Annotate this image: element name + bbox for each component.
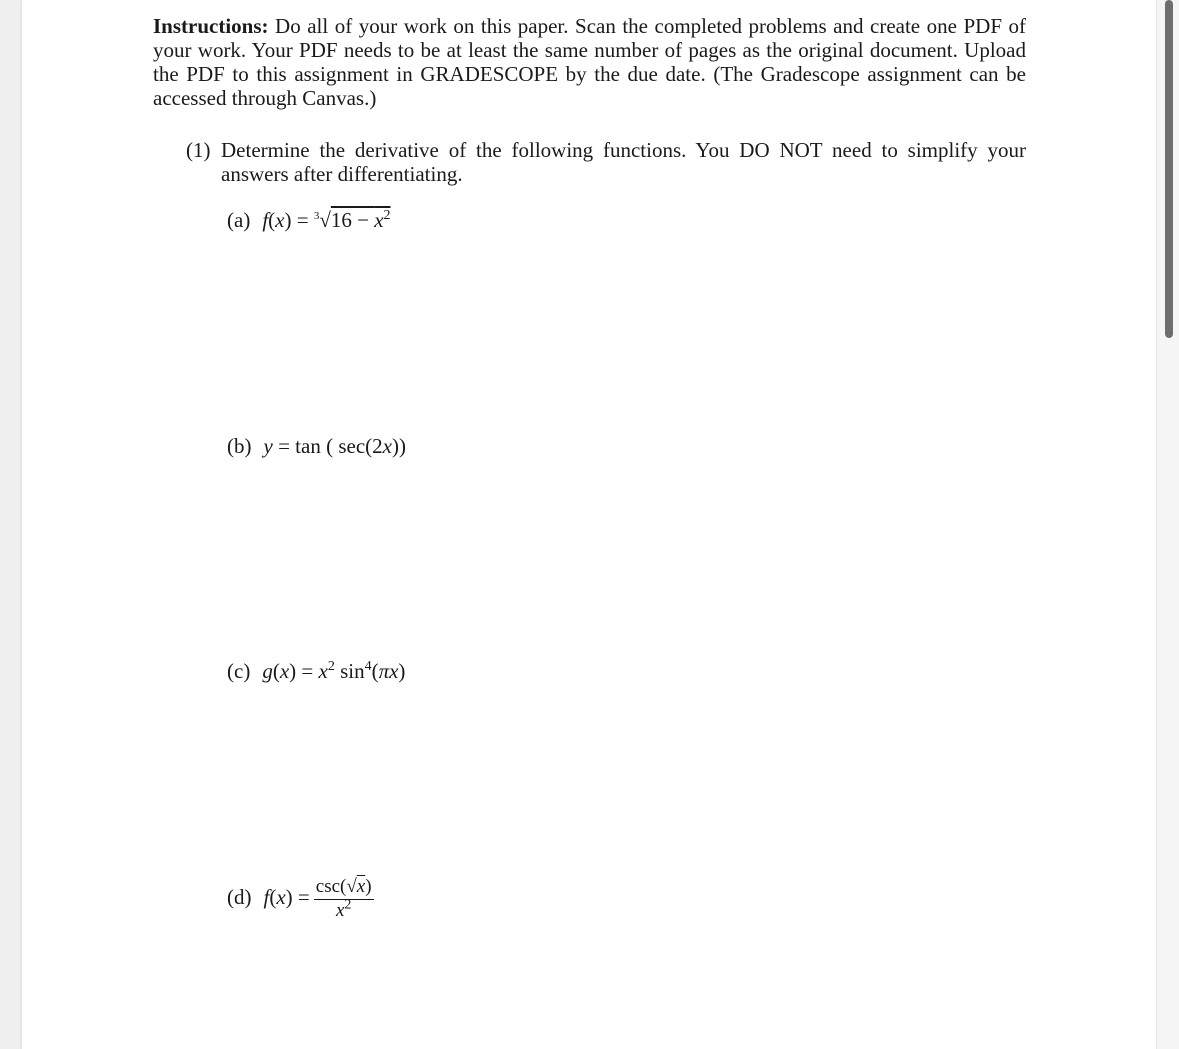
problem-text: Determine the derivative of the following functions. You DO NOT need to simplify your answers after differentiating.	[221, 138, 1026, 186]
problem-number: (1)	[186, 138, 211, 162]
scrollbar[interactable]	[1157, 0, 1179, 1049]
part-b	[227, 434, 406, 458]
part-a-label: (a)	[227, 208, 251, 232]
part-c-label: (c)	[227, 659, 251, 683]
part-d-label: (d)	[227, 884, 252, 909]
part-d	[227, 876, 374, 922]
part-c-expression: $g(x) = x^2$ $\sin^4(\pi x)$	[262, 659, 406, 683]
part-a	[227, 208, 391, 232]
part-d-expression: f(x) = $\frac{\csc(√x)}{x^2}$	[263, 876, 372, 921]
scrollbar-thumb[interactable]	[1165, 0, 1173, 338]
part-b-expression: y = tan ( sec(2x))	[263, 434, 406, 458]
instructions-label: Instructions:	[153, 14, 269, 38]
instructions-paragraph	[153, 14, 1026, 110]
document-page	[22, 0, 1156, 1049]
part-a-expression: $f(x) = ^3√16 - x^2$	[262, 208, 391, 232]
part-b-label: (b)	[227, 434, 252, 458]
instructions-text: Do all of your work on this paper. Scan the completed problems and create one PDF of your work. Your PDF needs to be at least the same number of pages as the original document. Upload the PDF to this assignment in GRADESCOPE by the due date. (The Gradescope assignment can be accessed through Canvas.)	[153, 14, 1026, 110]
problem-1	[186, 138, 1026, 186]
part-c	[227, 659, 405, 683]
